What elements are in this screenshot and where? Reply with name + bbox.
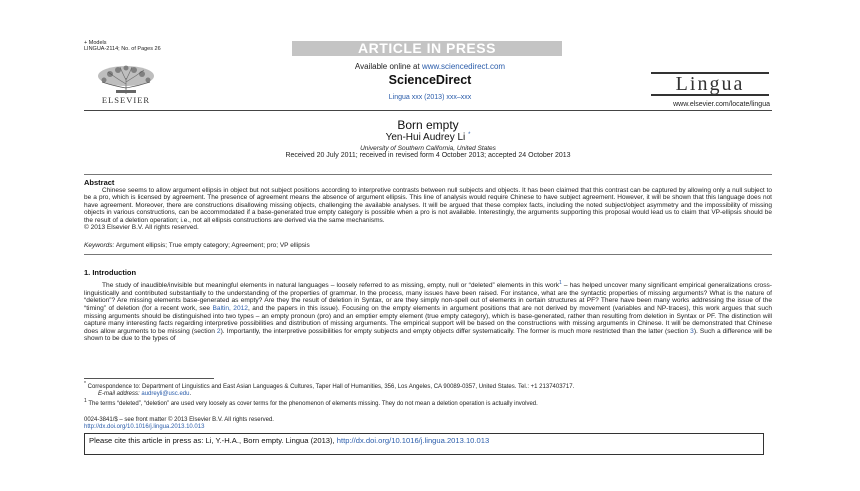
author-name: Yen-Hui Audrey Li: [385, 132, 466, 143]
abstract-top-divider: [84, 174, 772, 175]
received-dates: Received 20 July 2011; received in revised form 4 October 2013; accepted 24 October 2013: [285, 152, 571, 159]
keywords-line: [84, 242, 772, 249]
author-email-link[interactable]: audreyli@usc.edu: [141, 390, 190, 397]
abstract-heading: Abstract: [84, 178, 115, 187]
issn-line: 0024-3841/$ – see front matter © 2013 Elsevier B.V. All rights reserved.: [84, 417, 274, 423]
intro-text-d: ). Importantly, the interpretive possibilities for empty subjects and empty objects differ systematically. The former is much more restricted than the latter (section: [220, 327, 691, 335]
baltin-citation-link[interactable]: Baltin, 2012: [212, 304, 248, 312]
introduction-paragraph: [84, 280, 772, 343]
article-doi-link[interactable]: http://dx.doi.org/10.1016/j.lingua.2013.10.013: [84, 423, 205, 430]
correspondence-text: Correspondence to: Department of Linguistics and East Asian Languages & Cultures, Taper Hall of Humanities, 356, Los Angeles, CA 90089-0357, United States. Tel.: +1 2137403717.: [87, 384, 575, 390]
email-label: E-mail address:: [98, 390, 142, 397]
keywords-list: Argument ellipsis; True empty category; Agreement; pro; VP ellipsis: [115, 242, 310, 249]
available-online-line: [280, 62, 580, 71]
corresponding-author-mark[interactable]: *: [468, 132, 471, 138]
journal-code-pages: LINGUA-2114; No. of Pages 26: [84, 46, 161, 52]
correspondence-footnote: [84, 381, 772, 391]
author-line: [84, 132, 772, 143]
introduction-text: [84, 280, 772, 343]
section-3-link[interactable]: 3: [690, 327, 694, 335]
correspondence-mark: *: [84, 381, 86, 387]
section-2-link[interactable]: 2: [216, 327, 221, 335]
article-title: Born empty: [397, 118, 459, 132]
footnotes: [84, 381, 772, 407]
footnote-1: [84, 398, 772, 408]
journal-issue-line: Lingua xxx (2013) xxx–xxx: [388, 94, 472, 101]
front-matter: [84, 417, 772, 431]
journal-homepage-link[interactable]: www.elsevier.com/locate/lingua: [673, 101, 770, 108]
author-affiliation: University of Southern California, United States: [360, 145, 496, 152]
intro-text-a: The study of inaudible/invisible but meaningful elements in natural languages – loosely referred to as missing, empty, null or “deleted” elements in this work: [102, 282, 559, 290]
footnote-1-text: The terms “deleted”, “deletion” are used very loosely as cover terms for the phenomenon of elements missing. They do not mean a deletion operation is actually involved.: [88, 400, 538, 407]
footnote-divider: [84, 378, 214, 379]
elsevier-wordmark: ELSEVIER: [101, 95, 151, 105]
cite-text: Please cite this article in press as: Li, Y.-H.A., Born empty. Lingua (2013),: [89, 436, 337, 445]
email-footnote: [84, 391, 772, 398]
masthead-divider: [84, 110, 772, 111]
footnote-1-ref[interactable]: 1: [559, 280, 562, 286]
intro-text-b: – has helped uncover many significant empirical generalizations cross-linguistically and contributed substantially to the understanding of the properties of grammar. In the process, many issues have been raised. For instance, what are the syntactic properties of missing arguments? What is the nature of “deletion”? Are missing elements base-generated as empty? Are they the result of deletion in Syntax, or are they simply non-spell out of elements in certain structures at PF? There have been many works addressing the issue of the “timing” of deletion (for a recent work, see: [84, 282, 772, 312]
abstract-text: [84, 187, 772, 231]
abstract-bottom-divider: [84, 254, 772, 255]
introduction-heading: 1. Introduction: [84, 268, 137, 277]
article-in-press-banner: ARTICLE IN PRESS: [292, 41, 562, 56]
email-end: .: [189, 390, 192, 397]
lingua-journal-logo: Lingua: [651, 72, 769, 96]
keywords-label: Keywords:: [84, 242, 115, 249]
footnote-1-mark: 1: [84, 397, 87, 404]
cite-doi-link[interactable]: http://dx.doi.org/10.1016/j.lingua.2013.10.013: [336, 436, 490, 445]
intro-text-e: ). Such a difference will be shown to be due to the types of: [84, 327, 772, 343]
intro-text-c: , and the papers in this issue). Focusing on the empty elements in argument positions that are not derived by movement (variables and NP-traces), this work argues that such missing arguments should be distinguished into two types – an empty pronoun (pro) and an emptier empty element (true empty category), which is base-generated, rather than resulting from deletion in Syntax or PF. The distinction will capture many interesting facts regarding interpretive possibilities and distribution of missing arguments. The empirical support will be based on the constructions with missing arguments in Chinese. It will be demonstrated that Chinese does allow arguments to be missing (section: [84, 304, 772, 335]
available-online-label: Available online at: [354, 62, 422, 71]
journal-code: [84, 40, 161, 52]
cite-this-article-box: [84, 433, 764, 455]
journal-code-models: + Models: [84, 40, 107, 46]
abstract-body: Chinese seems to allow argument ellipsis in object but not subject positions according to interpretive contrasts between null subjects and objects. It has been claimed that this contrast can be captured by allowing only a null subject to be a pro, which is licensed by agreement. The presence of agreement means the absence of argument ellipsis. This line of analysis would require Chinese to have subject agreement. However, it will be shown that this language does not have agreement. Moreover, there are constructions disallowing missing objects, challenging the available analyses. It will be argued that these complex facts, including the noted subject/object asymmetry and the impossibility of missing objects in various constructions, can be accommodated if a base-generated true empty category is possible when a pro is not available. Interestingly, the arguments supporting this proposal would lead us to claim that VP-ellipsis should be the result of a deletion operation; i.e., not all ellipsis constructions are derived via the same mechanisms.: [84, 187, 772, 224]
abstract-copyright: © 2013 Elsevier B.V. All rights reserved.: [84, 224, 199, 232]
sciencedirect-link[interactable]: www.sciencedirect.com: [421, 62, 506, 71]
sciencedirect-wordmark: ScienceDirect: [388, 73, 472, 87]
